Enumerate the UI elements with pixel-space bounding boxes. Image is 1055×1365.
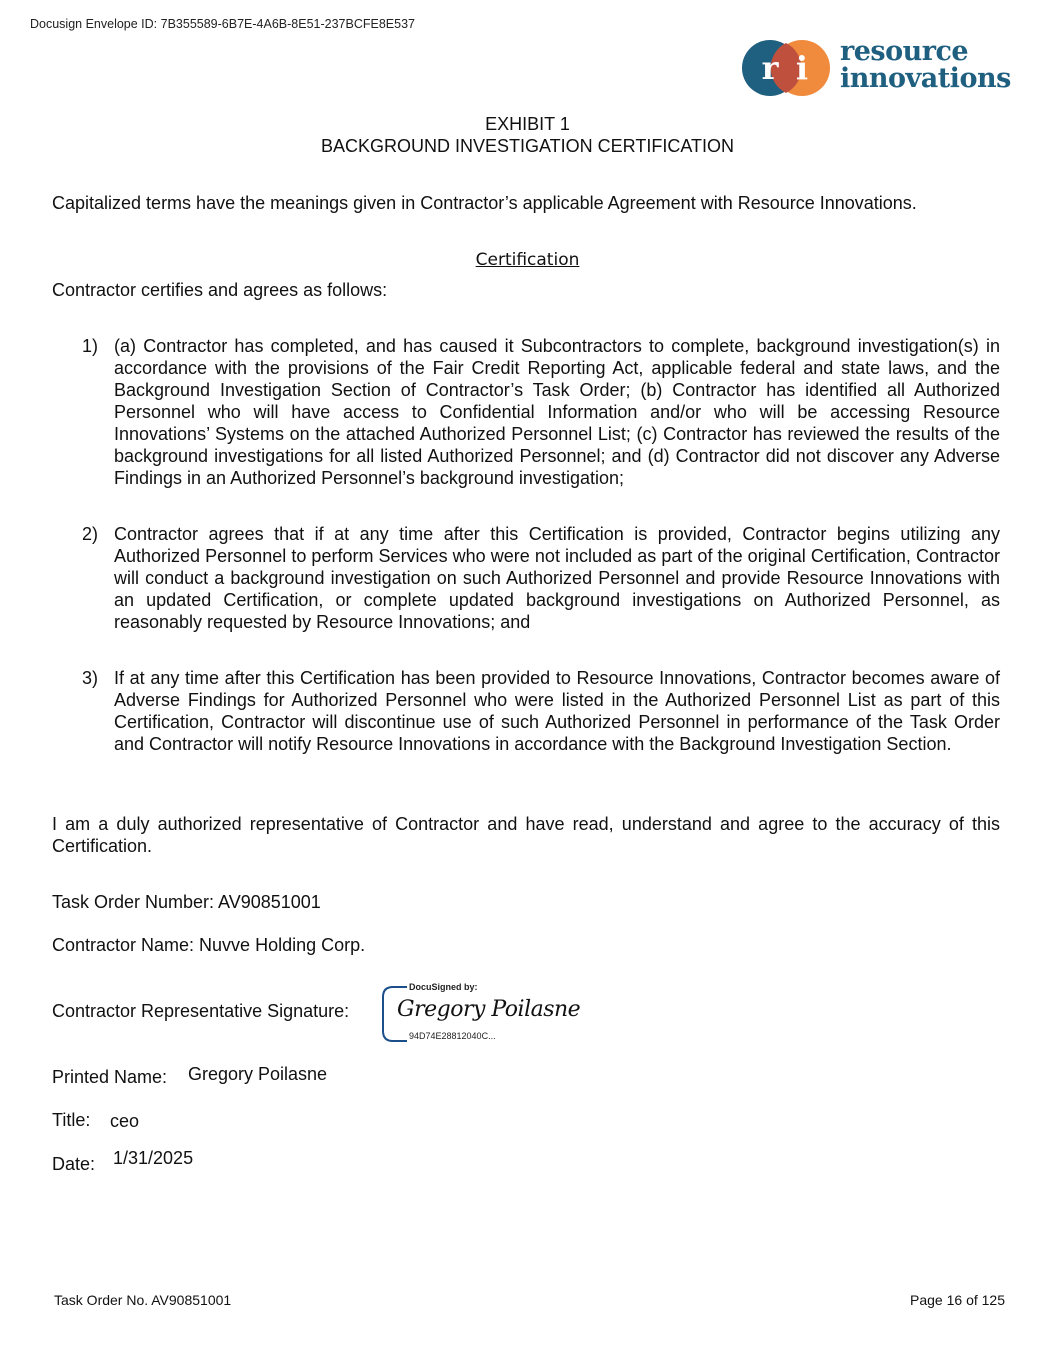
task-order-number: Task Order Number: AV90851001 [52,892,321,912]
title-label: Title: [52,1110,91,1130]
footer-task-order: Task Order No. AV90851001 [54,1292,232,1308]
list-item-number: 3) [82,668,99,688]
envelope-id: Docusign Envelope ID: 7B355589-6B7E-4A6B-8E51-237BCFE8E537 [30,17,415,31]
signature-script: Gregory Poilasne [397,997,581,1022]
footer-page-number: Page 16 of 125 [910,1292,1005,1308]
list-item-number: 1) [82,336,99,356]
attestation-paragraph: I am a duly authorized representative of Contractor and have read, understand and agree to the accuracy of this Certification. [52,814,1000,856]
intro-paragraph: Capitalized terms have the meanings given in Contractor’s applicable Agreement with Resource Innovations. [52,193,917,213]
list-item [82,335,1000,489]
date-value: 1/31/2025 [113,1148,194,1168]
ri-logo-icon [740,38,835,98]
exhibit-label: EXHIBIT 1 [485,114,570,134]
list-item-number: 2) [82,524,99,544]
certification-heading: Certification [475,250,580,270]
logo-word-resource: resource [840,36,969,67]
list-item-text: (a) Contractor has completed, and has caused it Subcontractors to complete, background investigation(s) in accordance with the provisions of the Fair Credit Reporting Act, applicable federal and state laws, and the Background Investigation Section of Contractor’s Task Order; (b) Contractor has identified all Authorized Personnel who will have access to Confidential Information and/or who will be accessing Resource Innovations’ Systems on the attached Authorized Personnel List; (c) Contractor has reviewed the results of the background investigations for all listed Authorized Personnel; and (d) Contractor did not discover any Adverse Findings in an Authorized Personnel’s background investigation; [114,336,1000,488]
certification-lead: Contractor certifies and agrees as follows: [52,280,388,300]
contractor-name: Contractor Name: Nuvve Holding Corp. [52,935,366,955]
printed-name-label: Printed Name: [52,1067,168,1087]
title-value: ceo [110,1111,140,1131]
svg-text:i: i [795,49,809,87]
docusigned-by-label: DocuSigned by: [409,982,478,992]
resource-innovations-logo [740,38,1015,100]
svg-text:r: r [761,49,779,87]
list-item-text: Contractor agrees that if at any time after this Certification is provided, Contractor begins utilizing any Authorized Personnel to perform Services who were not included as part of the original Certification, Contractor will conduct a background investigation on such Authorized Personnel and provide Resource Innovations with an updated Certification, or complete updated background investigations on Authorized Personnel, as reasonably requested by Resource Innovations; and [114,524,1000,632]
logo-word-innovations: innovations [840,63,1011,94]
list-item [82,667,1000,755]
printed-name-value: Gregory Poilasne [188,1064,328,1084]
date-label: Date: [52,1154,96,1174]
signature-label: Contractor Representative Signature: [52,1001,350,1021]
list-item [82,523,1000,633]
docusign-signature-block [381,982,581,1043]
list-item-text: If at any time after this Certification has been provided to Resource Innovations, Contractor becomes aware of Adverse Findings for Authorized Personnel who were listed in the Authorized Personnel List as part of this Certification, Contractor will discontinue use of such Authorized Personnel in performance of the Task Order and Contractor will notify Resource Innovations in accordance with the Background Investigation Section. [114,668,1000,754]
signature-hash: 94D74E28812040C... [409,1031,496,1041]
document-title: BACKGROUND INVESTIGATION CERTIFICATION [320,136,735,156]
